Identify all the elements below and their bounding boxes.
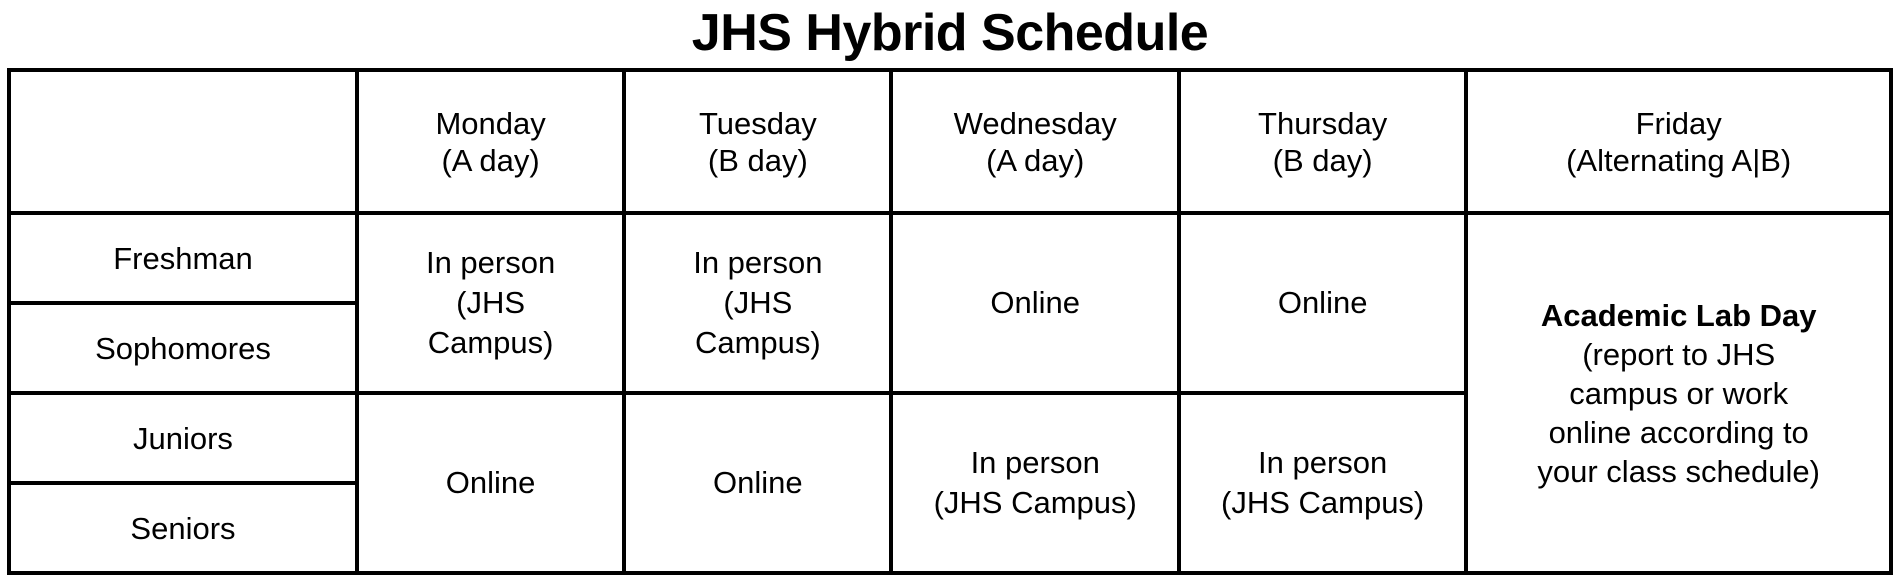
cell-text-line: (JHS [723,285,793,320]
cell-juniors-seniors-thursday [1179,393,1466,573]
page-title: JHS Hybrid Schedule [691,4,1209,62]
column-header-friday [1466,70,1891,213]
row-label-sophomores: Sophomores [9,303,357,393]
cell-text-line: In person [425,245,556,280]
column-header-thursday-subtitle: (B day) [1272,142,1373,178]
friday-detail-line: campus or work [1569,375,1789,411]
cell-text-line: Online [990,285,1080,320]
column-header-wednesday-day: Wednesday [953,105,1117,141]
row-label-juniors: Juniors [9,393,357,483]
cell-text-line: In person [693,245,823,280]
cell-juniors-seniors-monday [357,393,624,573]
column-header-tuesday-subtitle: (B day) [707,142,808,178]
cell-text-line: Online [713,465,803,500]
cell-text-line: Online [1277,285,1368,320]
cell-text-line: (JHS Campus) [1221,485,1425,520]
column-header-wednesday [891,70,1178,213]
column-header-tuesday [624,70,891,213]
column-header-wednesday-subtitle: (A day) [986,142,1085,178]
column-header-thursday [1179,70,1466,213]
friday-detail-line: your class schedule) [1537,453,1820,489]
column-header-monday-day: Monday [435,105,546,141]
cell-juniors-seniors-wednesday [891,393,1178,573]
cell-text-line: Campus) [694,325,821,360]
cell-text-line: Online [445,465,536,500]
cell-freshman-sophomores-monday [357,213,624,393]
friday-detail-line: (report to JHS [1582,336,1776,372]
table-row-freshman [9,213,1891,303]
column-header-friday-day: Friday [1635,105,1722,141]
column-header-friday-subtitle: (Alternating A|B) [1566,142,1792,178]
friday-detail-line: online according to [1548,414,1809,450]
cell-freshman-sophomores-tuesday [624,213,891,393]
column-header-thursday-day: Thursday [1258,105,1388,141]
cell-text-line: Campus) [427,325,554,360]
cell-freshman-sophomores-wednesday [891,213,1178,393]
cell-freshman-sophomores-thursday [1179,213,1466,393]
row-label-freshman: Freshman [9,213,357,303]
cell-juniors-seniors-tuesday [624,393,891,573]
column-header-tuesday-day: Tuesday [698,105,817,141]
cell-text-line: (JHS Campus) [933,485,1137,520]
column-header-monday [357,70,624,213]
cell-friday-academic-lab-day [1466,213,1891,573]
header-corner-blank [9,70,357,213]
cell-text-line: In person [970,445,1100,480]
column-header-monday-subtitle: (A day) [441,142,540,178]
cell-text-line: In person [1258,445,1388,480]
table-header-row [9,70,1891,213]
friday-heading: Academic Lab Day [1540,297,1817,333]
row-label-seniors: Seniors [9,483,357,573]
cell-text-line: (JHS [456,285,526,320]
hybrid-schedule-table [7,68,1893,575]
